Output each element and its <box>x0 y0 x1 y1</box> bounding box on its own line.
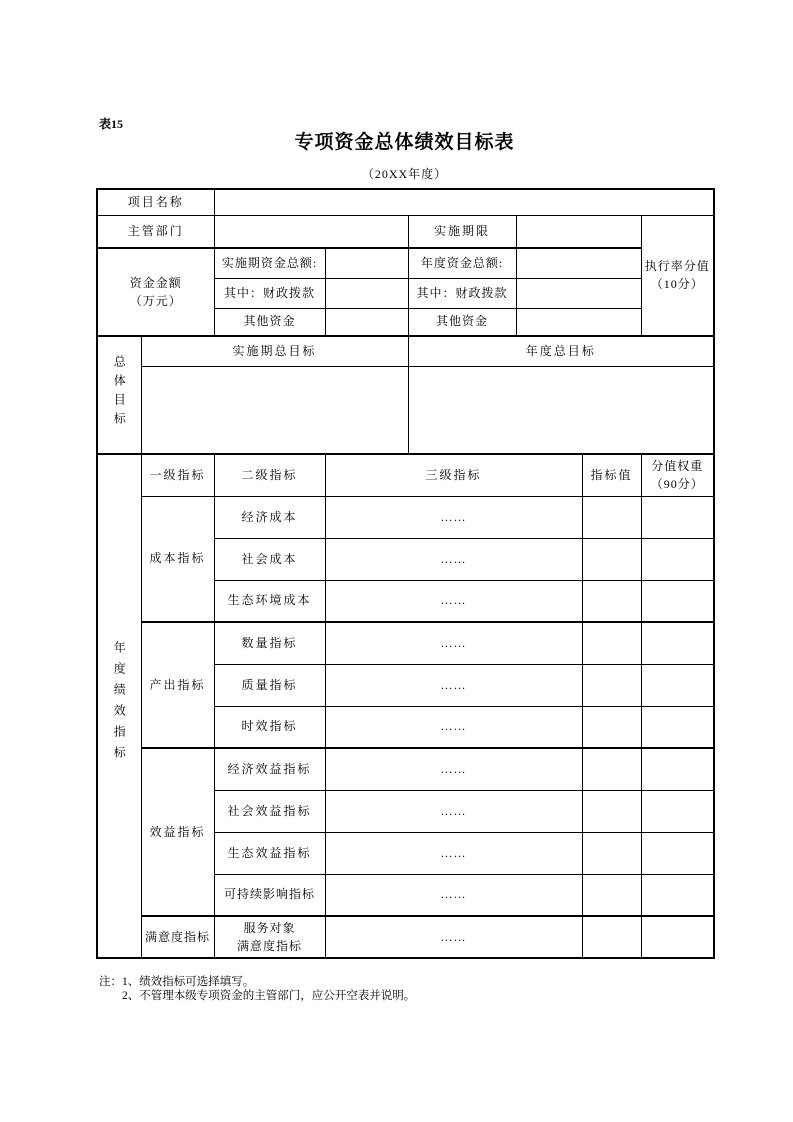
group-benefit-label: 效益指标 <box>141 748 214 916</box>
indicator-weight-cell <box>641 496 714 538</box>
indicator-weight-cell <box>641 790 714 832</box>
indicator-value-cell <box>582 832 641 874</box>
fund-total-row <box>97 248 714 278</box>
indicator-weight-cell <box>641 916 714 958</box>
level2-cell: 经济效益指标 <box>214 748 325 790</box>
page-title: 专项资金总体绩效目标表 <box>294 132 515 153</box>
weight-header <box>641 454 714 496</box>
dept-label: 主管部门 <box>97 215 214 248</box>
indicator-weight-cell <box>641 706 714 748</box>
level3-cell: …… <box>325 538 582 580</box>
period-fiscal-allocation-label: 其中：财政拨款 <box>214 278 325 308</box>
period-goal-header: 实施期总目标 <box>141 336 408 366</box>
footnotes <box>99 975 415 1003</box>
level3-cell: …… <box>325 874 582 916</box>
indicator-value-cell <box>582 496 641 538</box>
indicator-value-cell <box>582 874 641 916</box>
overall-goal-side-label: 总体目标 <box>97 336 141 454</box>
indicator-weight-cell <box>641 538 714 580</box>
period-field <box>516 215 641 248</box>
indicator-value-cell <box>582 664 641 706</box>
indicator-weight-cell <box>641 748 714 790</box>
annual-fund-total-label: 年度资金总额: <box>408 248 516 278</box>
level2-cell: 生态效益指标 <box>214 832 325 874</box>
level2-cell: 生态环境成本 <box>214 580 325 622</box>
indicator-value-header: 指标值 <box>582 454 641 496</box>
weight-header-line1: 分值权重 <box>651 459 704 474</box>
group-satisfaction-label: 满意度指标 <box>141 916 214 958</box>
indicator-value-cell <box>582 748 641 790</box>
overall-goal-header-row <box>97 336 714 366</box>
indicator-weight-cell <box>641 622 714 664</box>
indicator-weight-cell <box>641 664 714 706</box>
level2-header: 二级指标 <box>214 454 325 496</box>
level3-cell: …… <box>325 664 582 706</box>
dept-period-row <box>97 215 714 248</box>
level3-cell: …… <box>325 622 582 664</box>
indicator-row <box>97 748 714 790</box>
indicator-weight-cell <box>641 580 714 622</box>
weight-header-line2: （90分） <box>650 477 704 492</box>
footnote-item: 2、不管理本级专项资金的主管部门，应公开空表并说明。 <box>122 990 416 1002</box>
indicator-value-cell <box>582 790 641 832</box>
level3-cell: …… <box>325 832 582 874</box>
execution-rate-score-line2: （10分） <box>650 277 704 292</box>
indicator-value-cell <box>582 916 641 958</box>
execution-rate-score-line1: 执行率分值 <box>644 259 710 274</box>
level2-cell: 质量指标 <box>214 664 325 706</box>
period-fund-total-label: 实施期资金总额: <box>214 248 325 278</box>
indicator-weight-cell <box>641 832 714 874</box>
footnote-item: 1、绩效指标可选择填写。 <box>122 976 255 988</box>
level3-cell: …… <box>325 496 582 538</box>
period-fund-total-field <box>325 248 408 278</box>
level1-header: 一级指标 <box>141 454 214 496</box>
group-output-label: 产出指标 <box>141 622 214 748</box>
annual-goal-header: 年度总目标 <box>408 336 714 366</box>
project-name-label: 项目名称 <box>97 189 214 215</box>
indicator-value-cell <box>582 538 641 580</box>
level3-cell: …… <box>325 580 582 622</box>
indicator-row <box>97 622 714 664</box>
indicator-row <box>97 916 714 958</box>
level2-cell: 可持续影响指标 <box>214 874 325 916</box>
period-other-funds-label: 其他资金 <box>214 308 325 336</box>
overall-goal-body-row <box>97 366 714 454</box>
fund-amount-label <box>97 248 214 336</box>
level2-cell: 社会效益指标 <box>214 790 325 832</box>
level2-cell: 社会成本 <box>214 538 325 580</box>
project-name-field <box>214 189 714 215</box>
indicator-value-cell <box>582 622 641 664</box>
table-number-label: 表15 <box>99 117 124 131</box>
level3-header: 三级指标 <box>325 454 582 496</box>
level3-cell: …… <box>325 748 582 790</box>
level2-cell: 时效指标 <box>214 706 325 748</box>
level2-cell: 经济成本 <box>214 496 325 538</box>
period-label: 实施期限 <box>408 215 516 248</box>
annual-other-funds-field <box>516 308 641 336</box>
indicator-value-cell <box>582 706 641 748</box>
execution-rate-score-header <box>641 215 714 336</box>
level2-cell <box>214 916 325 958</box>
footnote-list <box>122 975 415 1003</box>
page-subtitle: （20XX年度） <box>361 167 448 181</box>
annual-other-funds-label: 其他资金 <box>408 308 516 336</box>
level2-cell: 数量指标 <box>214 622 325 664</box>
annual-goal-field <box>408 366 714 454</box>
annual-fund-total-field <box>516 248 641 278</box>
fund-amount-line2: （万元） <box>129 294 182 308</box>
period-goal-field <box>141 366 408 454</box>
period-other-funds-field <box>325 308 408 336</box>
group-cost-label: 成本指标 <box>141 496 214 622</box>
performance-target-table <box>96 188 715 959</box>
level3-cell: …… <box>325 790 582 832</box>
indicator-value-cell <box>582 580 641 622</box>
service-target-line1: 服务对象 <box>243 921 296 935</box>
level3-cell: …… <box>325 916 582 958</box>
service-target-line2: 满意度指标 <box>237 939 303 953</box>
fund-amount-line1: 资金金额 <box>129 276 182 290</box>
project-name-row <box>97 189 714 215</box>
level3-cell: …… <box>325 706 582 748</box>
annual-indicators-side-label: 年度绩效指标 <box>97 454 141 958</box>
period-fiscal-allocation-field <box>325 278 408 308</box>
indicator-header-row <box>97 454 714 496</box>
indicator-row <box>97 496 714 538</box>
annual-fiscal-allocation-label: 其中：财政拨款 <box>408 278 516 308</box>
dept-field <box>214 215 408 248</box>
annual-fiscal-allocation-field <box>516 278 641 308</box>
indicator-weight-cell <box>641 874 714 916</box>
footnote-prefix: 注： <box>99 976 122 988</box>
